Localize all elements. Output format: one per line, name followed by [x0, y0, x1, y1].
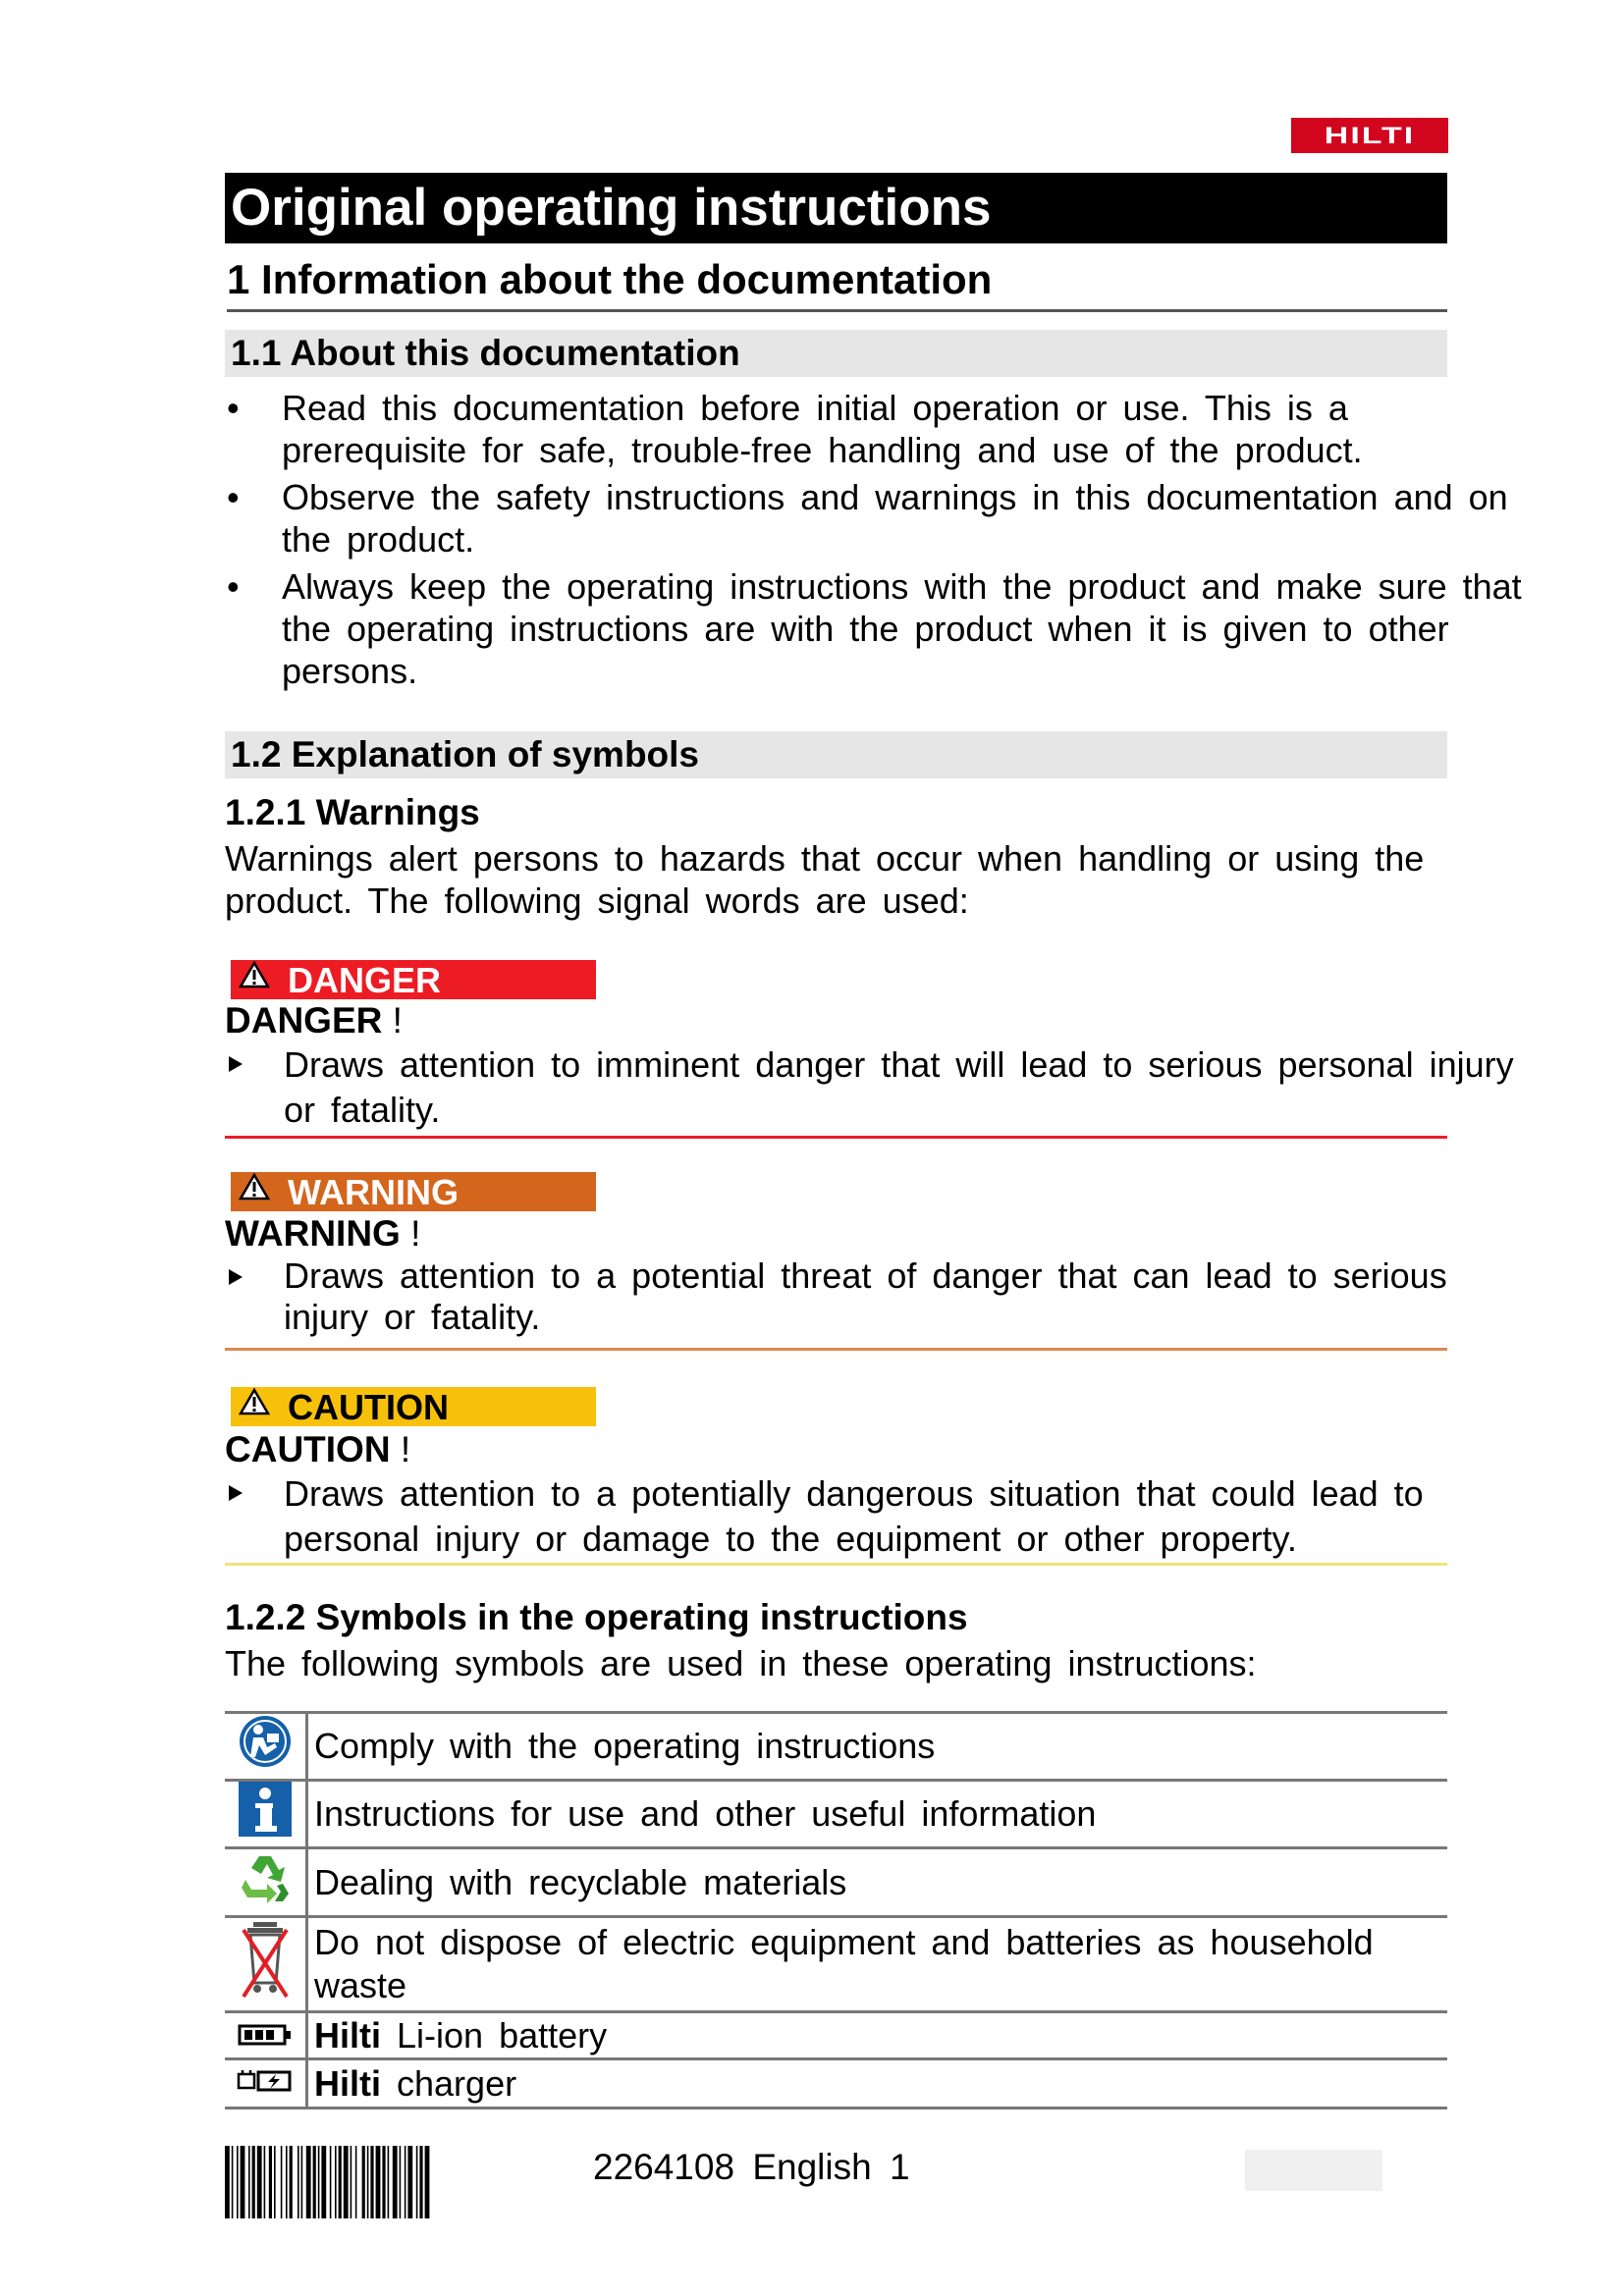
section-1-1-heading: 1.1 About this documentation [225, 330, 1447, 377]
signal-word: DANGER [225, 1000, 383, 1041]
list-item [225, 387, 1531, 471]
about-bullet-list [225, 387, 1531, 697]
list-item [225, 476, 1531, 561]
brand-name: Hilti [314, 2014, 381, 2056]
warnings-intro: Warnings alert persons to hazards that occur when handling or using the product. The following signal words are used: [225, 838, 1425, 921]
warning-triangle-icon [239, 1387, 270, 1416]
bullet-text: Always keep the operating instructions with the product and make sure that the operating instructions are with the product when it is given to other persons. [282, 566, 1522, 691]
bullet-icon: • [227, 566, 240, 607]
symbol-description: Dealing with recyclable materials [307, 1848, 1448, 1917]
bullet-text: Observe the safety instructions and warnings in this documentation and on the product. [282, 477, 1508, 560]
warning-triangle-icon [239, 960, 270, 989]
description-text: Draws attention to imminent danger that will lead to serious personal injury or fatality. [284, 1044, 1514, 1130]
symbol-cell [225, 1781, 307, 1848]
symbol-description-text: charger [397, 2062, 517, 2104]
symbol-description [307, 2059, 1448, 2109]
bullet-icon: • [227, 477, 240, 517]
footer-info [593, 2146, 910, 2189]
signal-mark: ! [400, 1429, 411, 1469]
bullet-icon: • [227, 388, 240, 428]
symbol-description-text: Li-ion battery [397, 2014, 608, 2056]
page-title: Original operating instructions [231, 179, 992, 237]
danger-signal-word [225, 999, 403, 1041]
table-row [225, 1848, 1447, 1917]
warning-triangle-icon [239, 1172, 270, 1201]
caution-signal-label [231, 1387, 596, 1426]
logo-text: HILTI [1324, 122, 1416, 149]
symbol-cell [225, 2012, 307, 2059]
page-number: 1 [889, 2147, 910, 2187]
hilti-logo [1291, 118, 1448, 153]
table-row [225, 1917, 1447, 2012]
warning-divider [225, 1348, 1447, 1351]
charger-icon [237, 2066, 294, 2096]
warning-signal-label [231, 1172, 596, 1211]
danger-divider [225, 1136, 1447, 1139]
signal-label-text: DANGER [288, 960, 442, 1000]
signal-word: CAUTION [225, 1429, 391, 1469]
symbol-description [307, 2012, 1448, 2059]
table-row [225, 2012, 1447, 2059]
danger-description [225, 1042, 1521, 1133]
danger-signal-label [231, 960, 596, 999]
table-row [225, 1781, 1447, 1848]
arrow-bullet-icon [229, 1269, 243, 1285]
brand-name: Hilti [314, 2062, 381, 2104]
read-manual-icon [238, 1714, 293, 1769]
symbol-cell [225, 1713, 307, 1781]
signal-mark: ! [410, 1213, 421, 1254]
caution-divider [225, 1563, 1447, 1566]
info-icon [239, 1782, 292, 1837]
battery-icon [238, 2022, 293, 2048]
description-text: Draws attention to a potential threat of danger that can lead to serious injury or fatality. [284, 1255, 1447, 1337]
bullet-text: Read this documentation before initial operation or use. This is a prerequisite for safe, trouble-free handling and use of the product. [282, 388, 1363, 470]
symbol-description: Instructions for use and other useful information [307, 1781, 1448, 1848]
table-row [225, 2059, 1447, 2109]
document-language: English [752, 2147, 872, 2187]
caution-description [225, 1471, 1521, 1562]
warning-description [225, 1255, 1521, 1338]
section-1-2-2-heading: 1.2.2 Symbols in the operating instructions [225, 1597, 968, 1637]
symbol-cell [225, 2059, 307, 2109]
signal-label-text: CAUTION [288, 1387, 449, 1427]
title-bar [225, 173, 1447, 243]
symbol-cell [225, 1917, 307, 2012]
signal-word: WARNING [225, 1213, 401, 1254]
signal-label-text: WARNING [288, 1172, 459, 1212]
recycle-icon [238, 1850, 293, 1905]
warning-signal-word [225, 1212, 420, 1255]
symbol-cell [225, 1848, 307, 1917]
section-1-2-heading: 1.2 Explanation of symbols [225, 731, 1447, 778]
arrow-bullet-icon [229, 1056, 243, 1072]
list-item [225, 565, 1531, 692]
crossed-bin-icon [240, 1918, 291, 2001]
signal-mark: ! [392, 1000, 403, 1041]
symbols-intro: The following symbols are used in these operating instructions: [225, 1643, 1257, 1683]
symbol-description: Comply with the operating instructions [307, 1713, 1448, 1781]
symbols-table [225, 1711, 1447, 2109]
caution-signal-word [225, 1428, 410, 1470]
symbol-description: Do not dispose of electric equipment and batteries as household waste [307, 1917, 1448, 2012]
blank-label-box [1245, 2150, 1382, 2191]
arrow-bullet-icon [229, 1485, 243, 1501]
section-1-heading: 1 Information about the documentation [227, 255, 1447, 312]
barcode [225, 2146, 563, 2218]
section-1-2-1-heading: 1.2.1 Warnings [225, 792, 480, 832]
description-text: Draws attention to a potentially dangerous situation that could lead to personal injury or damage to the equipment or other property. [284, 1473, 1424, 1559]
table-row [225, 1713, 1447, 1781]
document-number: 2264108 [593, 2147, 735, 2187]
